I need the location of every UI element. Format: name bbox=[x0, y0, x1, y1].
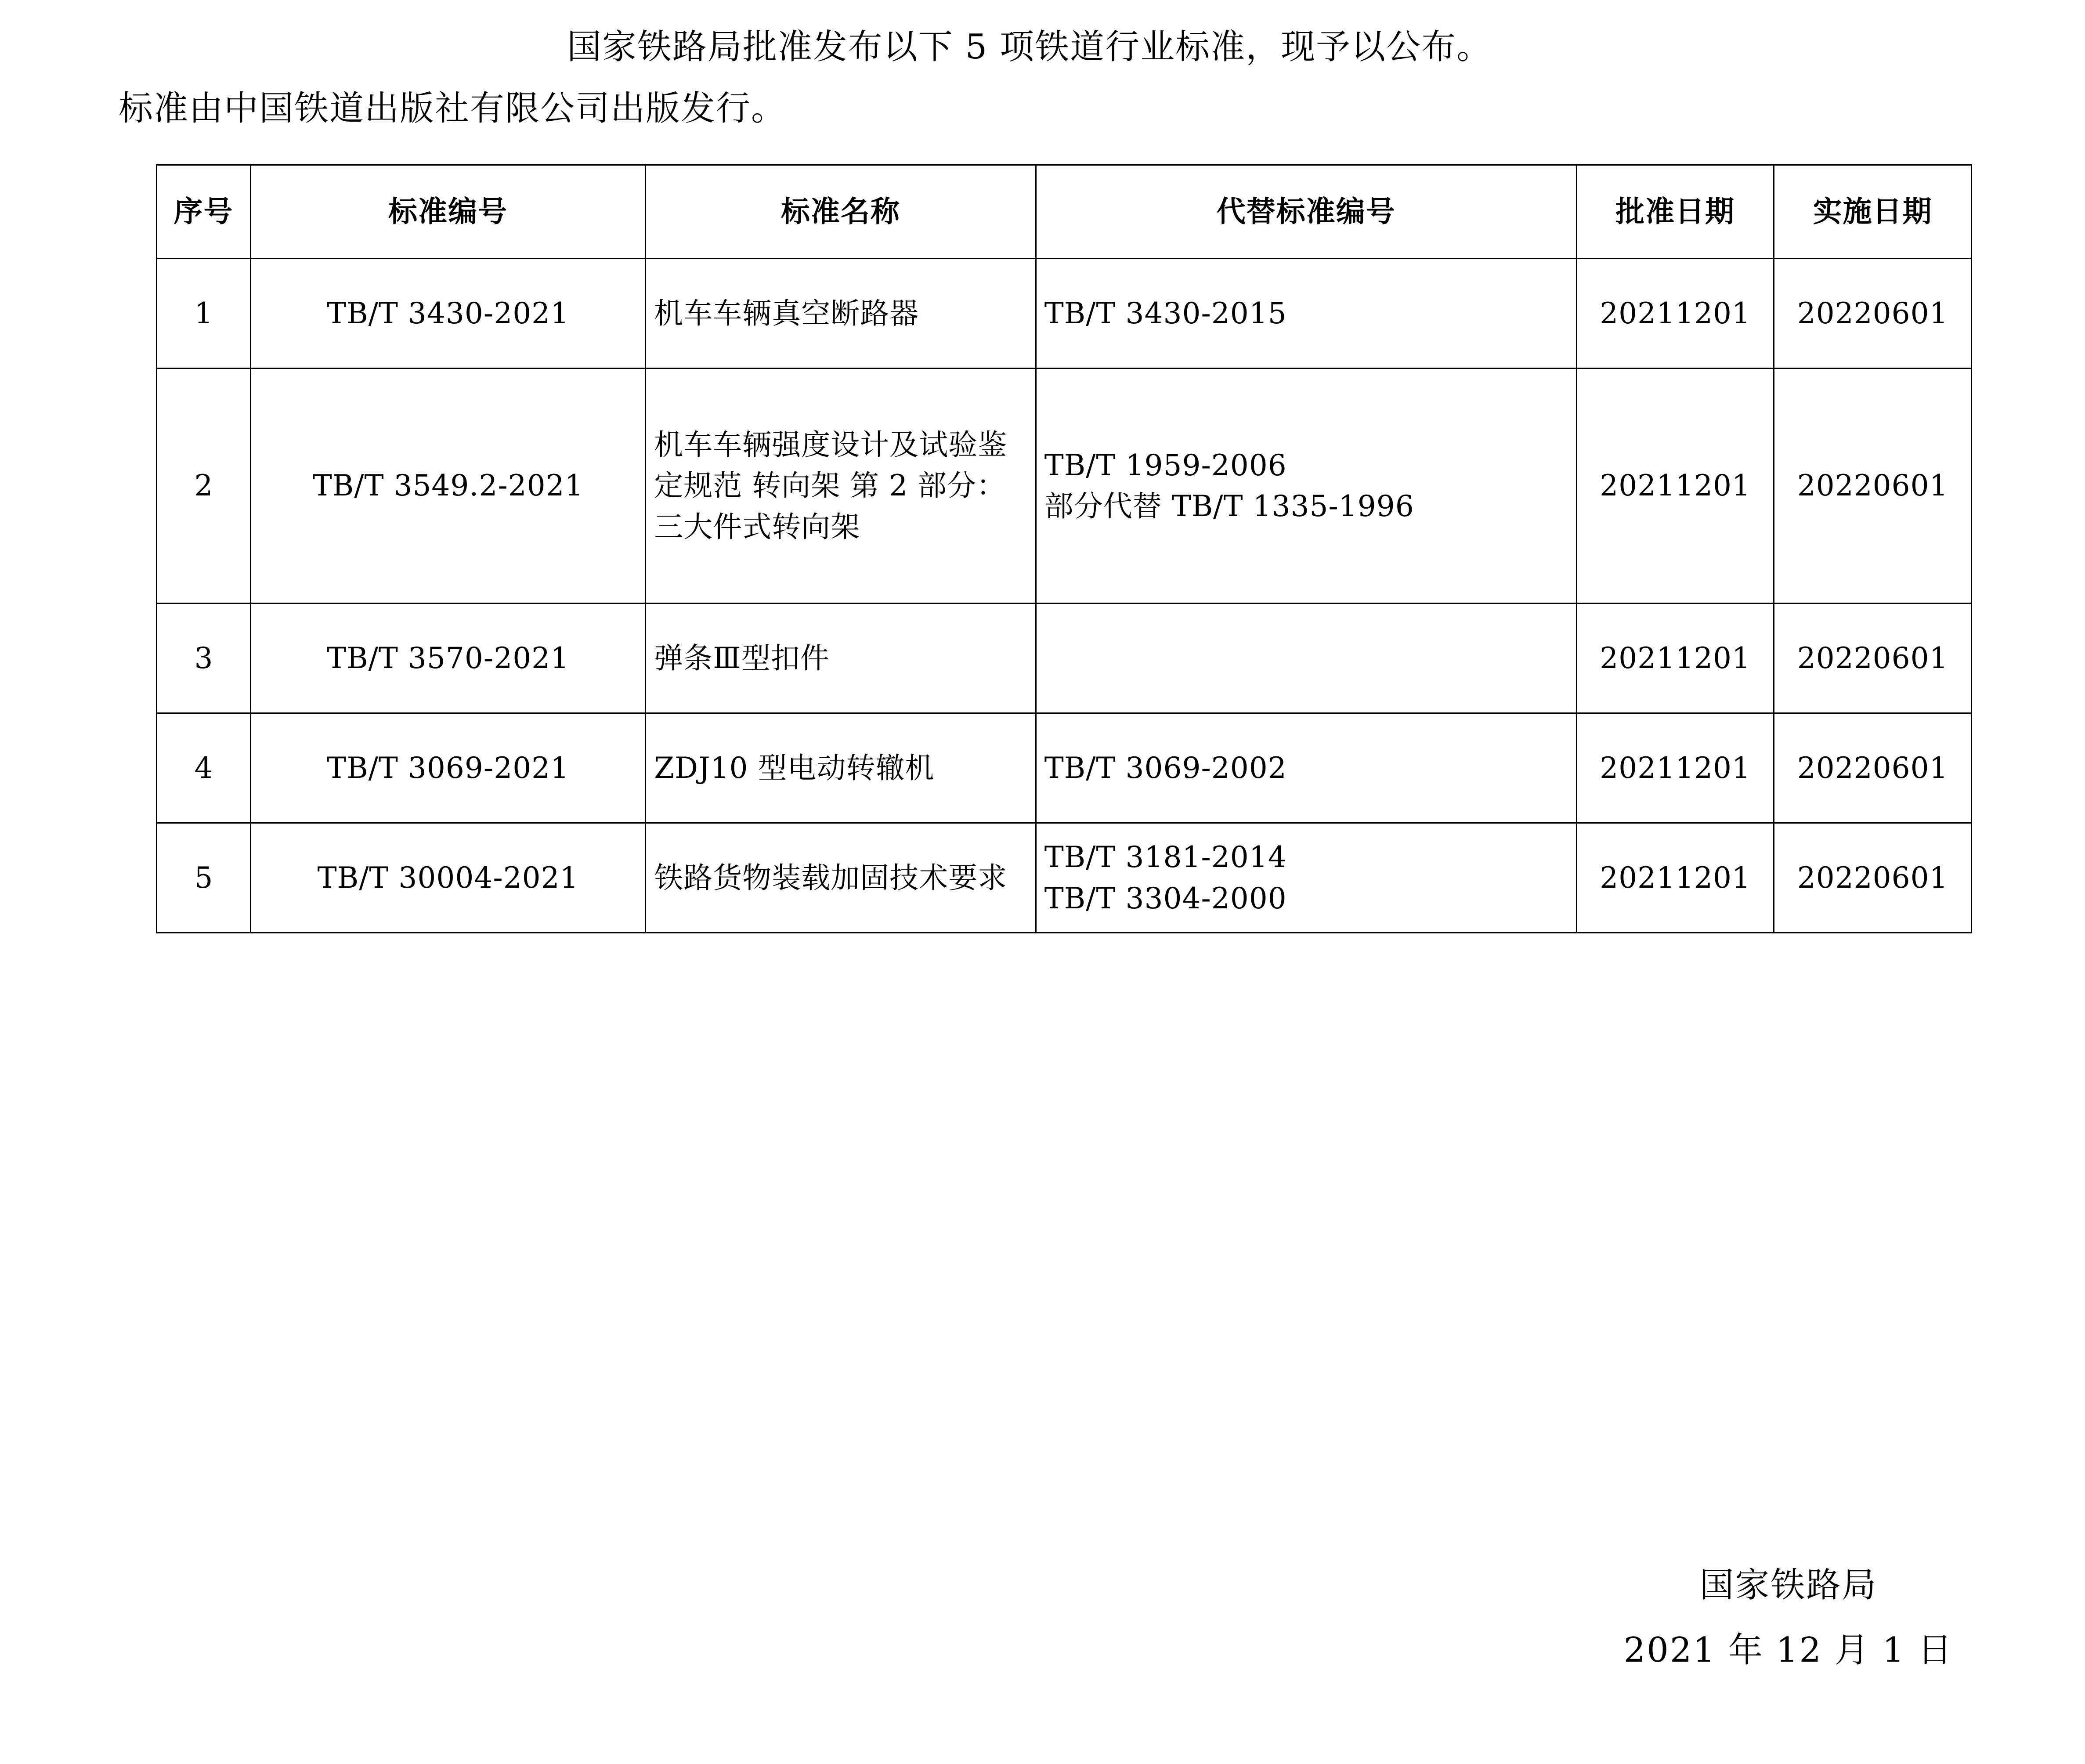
cell-implementation-date: 20220601 bbox=[1774, 604, 1972, 713]
signature-date: 2021 年 12 月 1 日 bbox=[1623, 1630, 1953, 1670]
replaced-code-line: TB/T 3181-2014 bbox=[1044, 840, 1287, 875]
cell-standard-name: 机车车辆强度设计及试验鉴定规范 转向架 第 2 部分：三大件式转向架 bbox=[646, 369, 1036, 604]
cell-standard-name: 弹条Ⅲ型扣件 bbox=[646, 604, 1036, 713]
cell-implementation-date: 20220601 bbox=[1774, 369, 1972, 604]
column-header-standard-name: 标准名称 bbox=[646, 165, 1036, 259]
column-header-replaced-code: 代替标准编号 bbox=[1036, 165, 1576, 259]
replaced-code-line: 部分代替 TB/T 1335-1996 bbox=[1044, 489, 1414, 524]
table-header bbox=[157, 165, 1972, 259]
table-header-row bbox=[157, 165, 1972, 259]
cell-standard-code: TB/T 3570-2021 bbox=[251, 604, 646, 713]
cell-approval-date: 20211201 bbox=[1576, 604, 1774, 713]
cell-approval-date: 20211201 bbox=[1576, 823, 1774, 933]
replaced-code-line: TB/T 1959-2006 bbox=[1044, 448, 1287, 482]
signature-block bbox=[1624, 1553, 1953, 1683]
table-row bbox=[157, 604, 1972, 713]
signature-organization: 国家铁路局 bbox=[1699, 1565, 1878, 1605]
cell-standard-name: ZDJ10 型电动转辙机 bbox=[646, 713, 1036, 823]
cell-sequence: 4 bbox=[157, 713, 251, 823]
column-header-standard-code: 标准编号 bbox=[251, 165, 646, 259]
cell-standard-code: TB/T 3549.2-2021 bbox=[251, 369, 646, 604]
cell-replaced-code bbox=[1036, 604, 1576, 713]
cell-implementation-date: 20220601 bbox=[1774, 259, 1972, 369]
cell-approval-date: 20211201 bbox=[1576, 259, 1774, 369]
column-header-sequence: 序号 bbox=[157, 165, 251, 259]
cell-replaced-code bbox=[1036, 713, 1576, 823]
table-row bbox=[157, 713, 1972, 823]
replaced-code-line: TB/T 3430-2015 bbox=[1044, 296, 1287, 330]
cell-sequence: 2 bbox=[157, 369, 251, 604]
column-header-approval-date: 批准日期 bbox=[1576, 165, 1774, 259]
cell-replaced-code bbox=[1036, 823, 1576, 933]
cell-sequence: 5 bbox=[157, 823, 251, 933]
cell-sequence: 3 bbox=[157, 604, 251, 713]
replaced-code-line: TB/T 3304-2000 bbox=[1044, 881, 1287, 915]
cell-replaced-code bbox=[1036, 259, 1576, 369]
table-row bbox=[157, 369, 1972, 604]
cell-sequence: 1 bbox=[157, 259, 251, 369]
intro-paragraph-line-2: 标准由中国铁道出版社有限公司出版发行。 bbox=[119, 89, 787, 129]
table-row bbox=[157, 823, 1972, 933]
cell-standard-name: 机车车辆真空断路器 bbox=[646, 259, 1036, 369]
cell-standard-code: TB/T 3430-2021 bbox=[251, 259, 646, 369]
cell-standard-code: TB/T 3069-2021 bbox=[251, 713, 646, 823]
table-body bbox=[157, 259, 1972, 933]
cell-approval-date: 20211201 bbox=[1576, 713, 1774, 823]
intro-paragraph-line-1: 国家铁路局批准发布以下 5 项铁道行业标准，现予以公布。 bbox=[567, 27, 1492, 67]
cell-standard-name: 铁路货物装载加固技术要求 bbox=[646, 823, 1036, 933]
standards-table bbox=[156, 164, 1972, 933]
column-header-implementation-date: 实施日期 bbox=[1774, 165, 1972, 259]
cell-implementation-date: 20220601 bbox=[1774, 823, 1972, 933]
cell-replaced-code bbox=[1036, 369, 1576, 604]
cell-standard-code: TB/T 30004-2021 bbox=[251, 823, 646, 933]
replaced-code-line: TB/T 3069-2002 bbox=[1044, 751, 1287, 785]
table-row bbox=[157, 259, 1972, 369]
cell-approval-date: 20211201 bbox=[1576, 369, 1774, 604]
cell-implementation-date: 20220601 bbox=[1774, 713, 1972, 823]
